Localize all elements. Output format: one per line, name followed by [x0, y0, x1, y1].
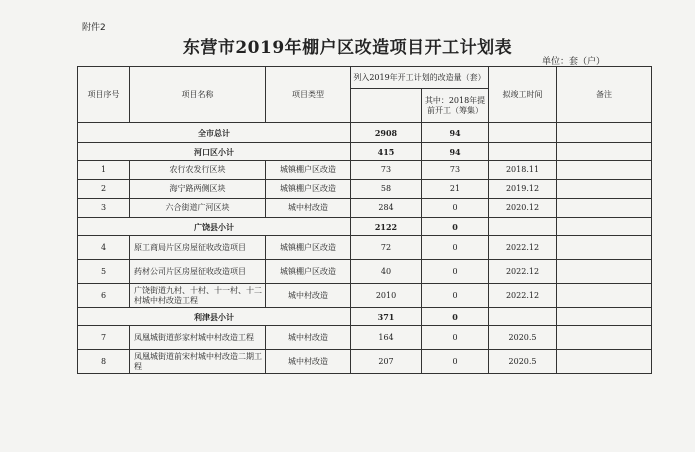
cell-remark [557, 161, 652, 180]
cell-seq: 5 [78, 260, 130, 284]
cell-advance: 94 [422, 143, 489, 161]
attachment-label: 附件2 [82, 23, 106, 33]
cell-time: 2020.5 [489, 350, 557, 374]
cell-seq: 1 [78, 161, 130, 180]
cell-qty: 72 [351, 236, 422, 260]
unit-label: 单位：套（户） [542, 57, 606, 67]
table-row [78, 350, 652, 374]
cell-advance: 0 [422, 326, 489, 350]
cell-seq: 3 [78, 199, 130, 218]
cell-name: 凤凰城街道前宋村城中村改造二期工程 [130, 350, 266, 374]
header-time: 拟竣工时间 [489, 67, 557, 123]
cell-subtotal-label: 全市总计 [78, 123, 351, 143]
cell-advance: 0 [422, 308, 489, 326]
header-remark: 备注 [557, 67, 652, 123]
cell-type: 城中村改造 [266, 199, 351, 218]
plan-table [77, 66, 652, 374]
cell-name: 农行农发行区块 [130, 161, 266, 180]
cell-qty: 2122 [351, 218, 422, 236]
table-row [78, 123, 652, 143]
cell-remark [557, 284, 652, 308]
cell-advance: 0 [422, 218, 489, 236]
table-row [78, 308, 652, 326]
table-body [78, 123, 652, 374]
cell-name: 凤凰城街道彭家村城中村改造工程 [130, 326, 266, 350]
cell-time [489, 308, 557, 326]
cell-type: 城镇棚户区改造 [266, 161, 351, 180]
cell-type: 城镇棚户区改造 [266, 180, 351, 199]
cell-type: 城镇棚户区改造 [266, 260, 351, 284]
cell-advance: 0 [422, 350, 489, 374]
cell-time: 2019.12 [489, 180, 557, 199]
cell-time: 2022.12 [489, 284, 557, 308]
cell-name: 原工商局片区房屋征收改造项目 [130, 236, 266, 260]
cell-remark [557, 123, 652, 143]
cell-name: 广饶街道九村、十村、十一村、十二村城中村改造工程 [130, 284, 266, 308]
cell-advance: 73 [422, 161, 489, 180]
cell-qty: 371 [351, 308, 422, 326]
cell-qty: 2010 [351, 284, 422, 308]
cell-time: 2018.11 [489, 161, 557, 180]
cell-time [489, 218, 557, 236]
cell-time: 2022.12 [489, 260, 557, 284]
header-type: 项目类型 [266, 67, 351, 123]
cell-seq: 7 [78, 326, 130, 350]
cell-remark [557, 260, 652, 284]
table-row [78, 284, 652, 308]
table-row [78, 161, 652, 180]
cell-remark [557, 308, 652, 326]
cell-advance: 0 [422, 284, 489, 308]
cell-remark [557, 180, 652, 199]
cell-subtotal-label: 广饶县小计 [78, 218, 351, 236]
header-advance: 其中：2018年提前开工（筹集） [422, 89, 489, 123]
cell-qty: 415 [351, 143, 422, 161]
table-row [78, 326, 652, 350]
cell-time: 2020.5 [489, 326, 557, 350]
cell-qty: 58 [351, 180, 422, 199]
cell-advance: 21 [422, 180, 489, 199]
cell-remark [557, 199, 652, 218]
cell-type: 城中村改造 [266, 284, 351, 308]
cell-name: 海宁路两侧区块 [130, 180, 266, 199]
cell-advance: 94 [422, 123, 489, 143]
cell-advance: 0 [422, 236, 489, 260]
cell-seq: 4 [78, 236, 130, 260]
cell-subtotal-label: 利津县小计 [78, 308, 351, 326]
cell-time [489, 143, 557, 161]
table-row [78, 218, 652, 236]
cell-time: 2022.12 [489, 236, 557, 260]
cell-qty: 284 [351, 199, 422, 218]
cell-remark [557, 326, 652, 350]
cell-remark [557, 218, 652, 236]
cell-advance: 0 [422, 260, 489, 284]
cell-type: 城镇棚户区改造 [266, 236, 351, 260]
table-row [78, 236, 652, 260]
cell-type: 城中村改造 [266, 350, 351, 374]
cell-qty: 40 [351, 260, 422, 284]
cell-qty: 73 [351, 161, 422, 180]
cell-remark [557, 143, 652, 161]
table-row [78, 260, 652, 284]
cell-seq: 8 [78, 350, 130, 374]
cell-time [489, 123, 557, 143]
cell-qty: 2908 [351, 123, 422, 143]
cell-qty: 207 [351, 350, 422, 374]
cell-name: 药材公司片区房屋征收改造项目 [130, 260, 266, 284]
cell-name: 六合街道广河区块 [130, 199, 266, 218]
cell-seq: 6 [78, 284, 130, 308]
header-seq: 项目序号 [78, 67, 130, 123]
table-row [78, 199, 652, 218]
header-planned: 列入2019年开工计划的改造量（套） [351, 67, 489, 89]
cell-remark [557, 236, 652, 260]
cell-remark [557, 350, 652, 374]
cell-subtotal-label: 河口区小计 [78, 143, 351, 161]
cell-qty: 164 [351, 326, 422, 350]
page-title: 东营市2019年棚户区改造项目开工计划表 [182, 38, 513, 58]
table-row [78, 180, 652, 199]
cell-advance: 0 [422, 199, 489, 218]
cell-time: 2020.12 [489, 199, 557, 218]
header-name: 项目名称 [130, 67, 266, 123]
table-row [78, 143, 652, 161]
cell-type: 城中村改造 [266, 326, 351, 350]
cell-seq: 2 [78, 180, 130, 199]
